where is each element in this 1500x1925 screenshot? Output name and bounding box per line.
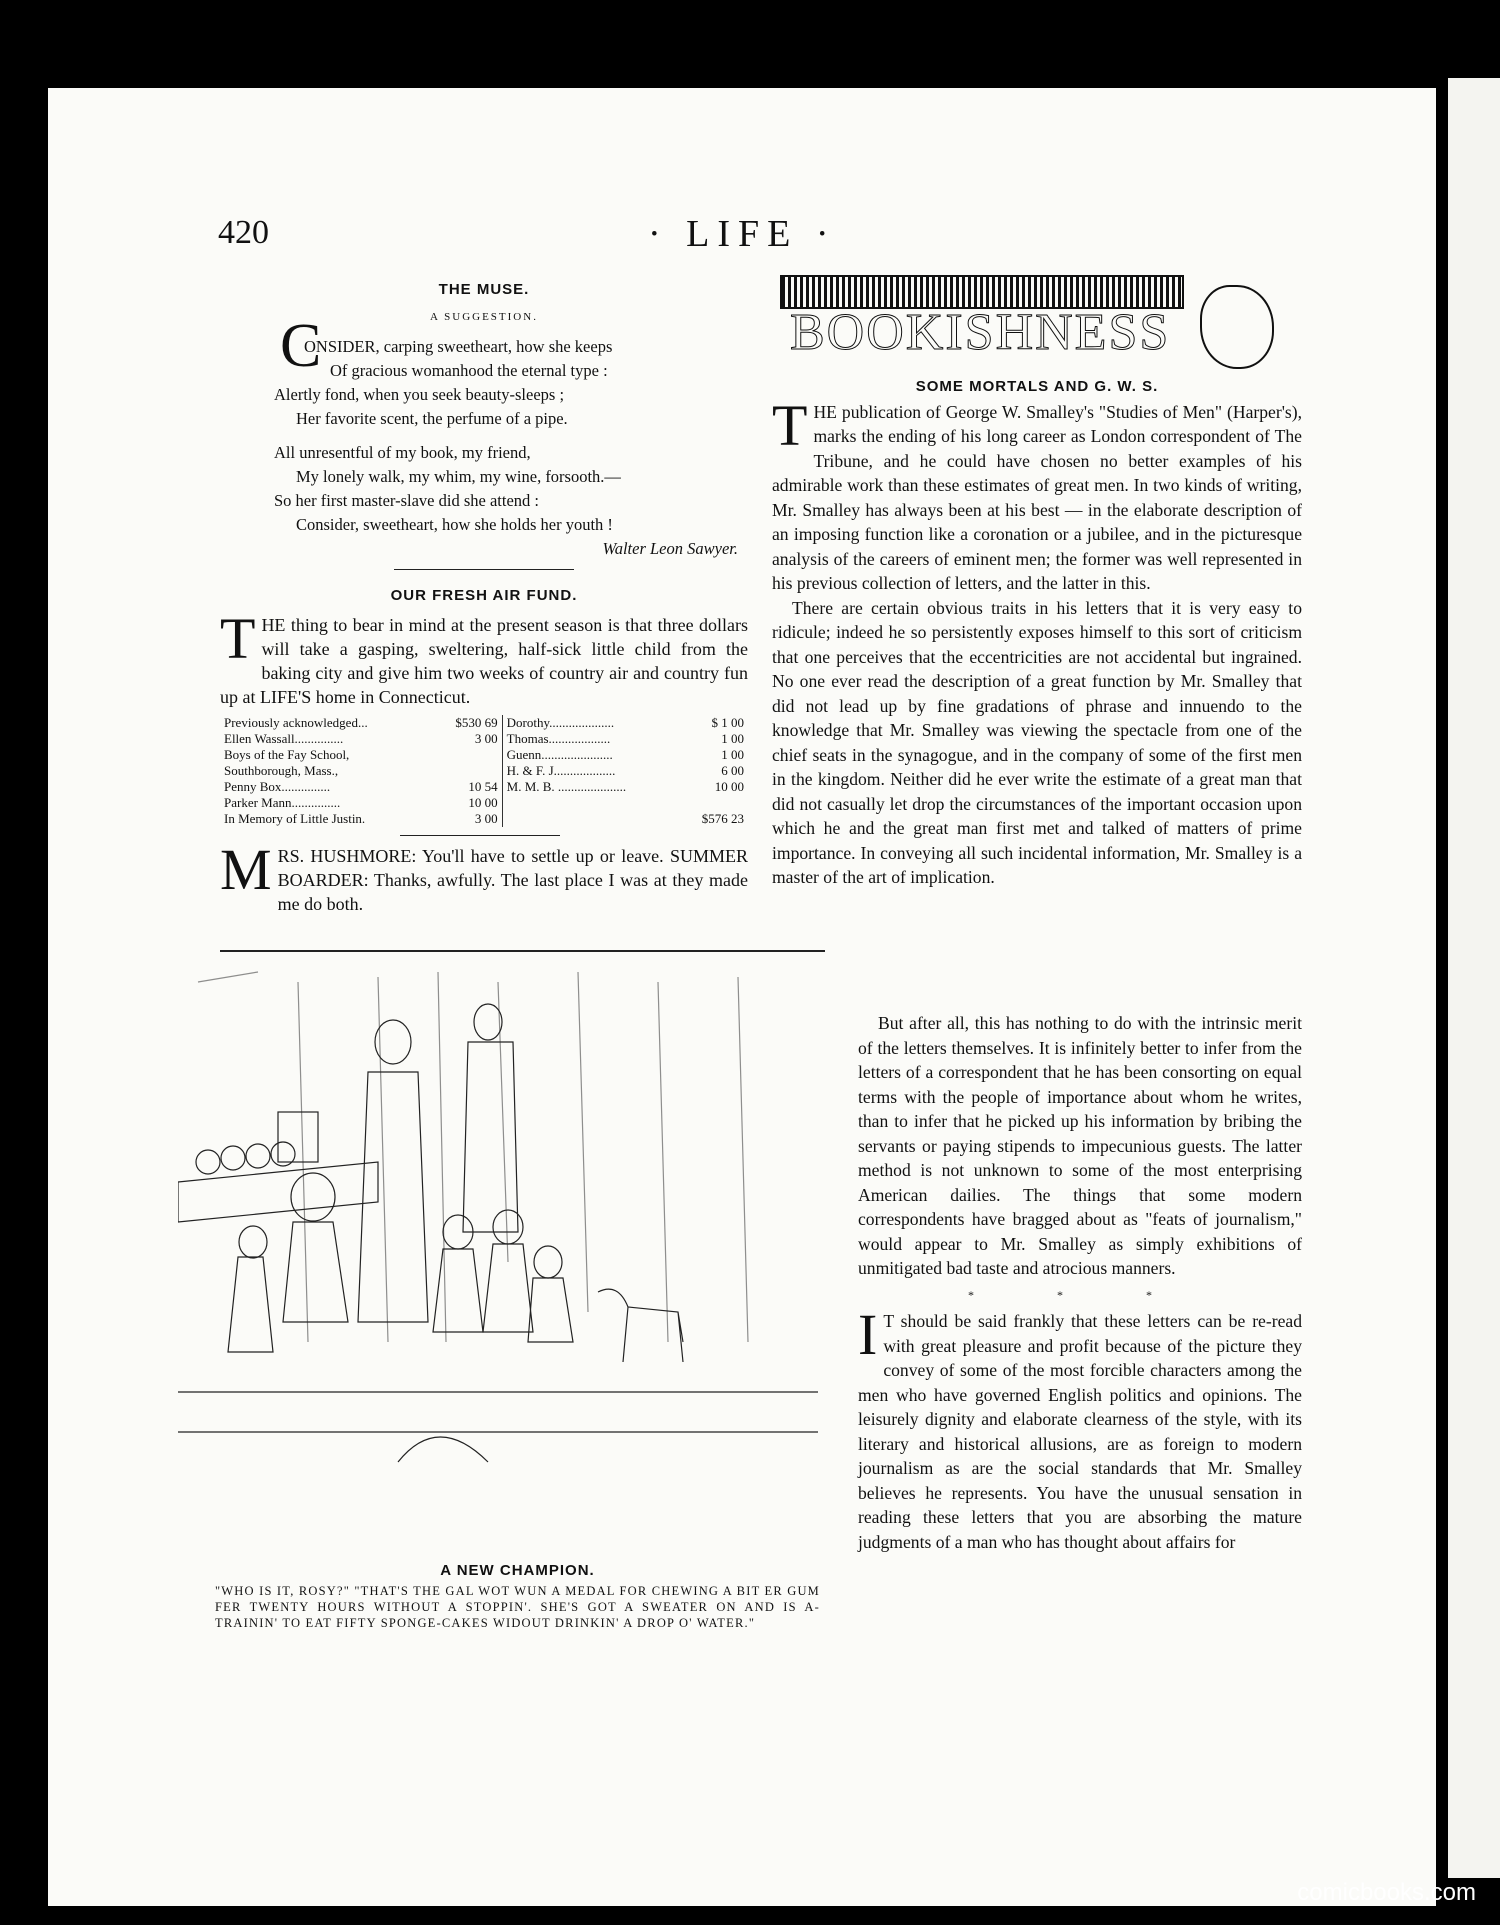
poem-line: Her favorite scent, the perfume of a pipe. [296, 409, 568, 428]
fund-row [220, 731, 748, 747]
poem-line: Of gracious womanhood the eternal type : [330, 361, 608, 380]
review-p2: There are certain obvious traits in his letters that it is very easy to ridicule; indeed he so persistently exposes himself to this sort of criticism that one perceives that the eccentricities are not accidental but ingrained. No one ever read the description of a great function by Mr. Smalley that did not lead up by fine gradations of phrase and innuendo to the knowledge that Mr. Smalley was viewing the spectacle from one of the chief seats in the synagogue, and in the company of some of the first men in the kingdom. Neither did he ever write the estimate of a great man that did not casually let drop the circumstances of the important occasion upon which he and the great man first met and talked of matters of prime importance. In conveying all such incidental information, Mr. Smalley is a master of the art of implication. [772, 597, 1302, 887]
review-paragraph [772, 392, 1302, 596]
dropcap: I [858, 1302, 878, 1367]
fund-cell: $576 23 [701, 810, 744, 826]
review-paragraph [772, 596, 1302, 890]
fund-cell: $ 1 00 [711, 714, 744, 730]
review-p4: T should be said frankly that these letters can be re-read with great pleasure and profit because of the picture they convey of some of the most forcible characters among the men who have governed English politics and opinions. The leisurely dignity and elaborate clearness of the style, with its literary and historical allusions, are as foreign to modern journalism as are the social standards that Mr. Smalley believes he represents. You have the unusual sensation in reading these letters that you are absorbing the mature judgments of a man who has thought about affairs for [858, 1311, 1302, 1552]
dropcap: T [772, 392, 808, 458]
left-column [220, 278, 748, 916]
muse-subtitle: A SUGGESTION. [430, 310, 538, 323]
fund-cell: 1 00 [721, 730, 744, 746]
fund-cell [450, 763, 503, 779]
fund-row [220, 811, 748, 827]
right-column-lower [858, 1011, 1302, 1554]
review-p1: HE publication of George W. Smalley's "Studies of Men" (Harper's), marks the ending of his long career as London correspondent of The Tribune, and he could have chosen no better examples of his admirable work than these estimates of great men. In two kinds of writing, Mr. Smalley has always been at his best — in the elaborate description of an imposing function like a coronation or a jubilee, and in the picturesque analysis of the careers of eminent men; the former was well represented in his previous collection of letters, and the latter in this. [772, 401, 1302, 593]
joke-text: RS. HUSHMORE: You'll have to settle up or leave. SUMMER BOARDER: Thanks, awfully. The last place I was at they made me do both. [277, 845, 748, 914]
divider [400, 835, 560, 836]
poem-line: All unresentful of my book, my friend, [274, 443, 531, 462]
fund-cell: Dorothy.................... [502, 715, 696, 731]
signature: Walter Leon Sawyer. [602, 539, 738, 558]
fund-row [220, 747, 748, 763]
fund-cell: $530 69 [455, 714, 498, 730]
fund-cell [502, 811, 696, 827]
dropcap: T [220, 605, 256, 671]
fund-row [220, 779, 748, 795]
illustration [178, 962, 818, 1542]
bookishness-banner [780, 275, 1280, 375]
section-rule [220, 950, 825, 952]
dropcap: M [220, 836, 272, 902]
section-stars: * * * [968, 1287, 1192, 1302]
review-title: SOME MORTALS AND G. W. S. [915, 378, 1159, 395]
watermark: comicbooks.com [1297, 1879, 1476, 1906]
fund-cell: 1 00 [721, 746, 744, 762]
fund-cell: 3 00 [474, 730, 498, 746]
masthead: · LIFE · [648, 213, 837, 255]
banner-text: BOOKISHNESS [790, 304, 1171, 361]
fund-cell: Parker Mann............... [224, 794, 341, 810]
review-paragraph [858, 1011, 1302, 1281]
fund-cell [450, 747, 503, 763]
fund-cell [502, 795, 696, 811]
divider [394, 569, 574, 570]
fund-text [220, 605, 748, 709]
fund-cell: Penny Box............... [224, 778, 331, 794]
fund-cell [696, 795, 748, 811]
review-p3: But after all, this has nothing to do with the intrinsic merit of the letters themselves. It is infinitely better to infer from the letters of a correspondent that he has been consorting on equal terms with the people of importance about whom he writes, than to infer that he picked up his information by bribing the servants or paying stipends to impecunious guests. The latter method is not unknown to some of the most enterprising American dailies. The things that some modern correspondents have bragged about as "feats of journalism," would appear to Mr. Smalley as simply exhibitions of unmitigated bad taste and atrocious manners. [858, 1013, 1302, 1278]
fund-body: HE thing to bear in mind at the present season is that three dollars will take a gasping, sweltering, half-sick little child from the baking city and give him two weeks of country air and country fun up at LIFE'S home in Connecticut. [220, 614, 748, 707]
fund-cell: H. & F. J................... [502, 763, 696, 779]
fund-cell: Ellen Wassall............... [224, 730, 344, 746]
illustration-caption: "WHO IS IT, ROSY?" "THAT'S THE GAL WOT WUN A MEDAL FOR CHEWING A BIT ER GUM FER TWENTY HOURS WITHOUT A STOPPIN'. SHE'S GOT A SWEATER ON AND IS A-TRAININ' TO EAT FIFTY SPONGE-CAKES WIDOUT DRINKIN' A DROP O' WATER." [215, 1584, 820, 1630]
fund-cell: Previously acknowledged... [224, 714, 368, 730]
review-paragraph [858, 1302, 1302, 1554]
fund-cell: 10 54 [468, 778, 498, 794]
joke [220, 836, 748, 916]
fund-row [220, 795, 748, 811]
fund-cell: 6 00 [721, 762, 744, 778]
next-page-edge [1448, 78, 1500, 1878]
poem-line: ONSIDER, carping sweetheart, how she keeps [304, 337, 613, 356]
fund-cell: 10 00 [714, 778, 744, 794]
illustration-title: A NEW CHAMPION. [440, 1562, 595, 1579]
illustration-caption-block [215, 1562, 820, 1631]
fund-cell: Guenn...................... [502, 747, 696, 763]
fund-row [220, 763, 748, 779]
page-number: 420 [218, 214, 269, 251]
fund-cell: 10 00 [468, 794, 498, 810]
fund-title: OUR FRESH AIR FUND. [390, 587, 578, 604]
fund-row [220, 715, 748, 731]
cherub-icon [1200, 285, 1274, 369]
dropcap: C [280, 312, 322, 380]
fund-cell: Thomas................... [502, 731, 696, 747]
fund-cell: Boys of the Fay School, [224, 746, 350, 762]
fund-cell: In Memory of Little Justin. [224, 810, 366, 826]
right-column [772, 375, 1302, 890]
fund-cell: 3 00 [474, 810, 498, 826]
fund-table [220, 715, 748, 827]
poem-line: My lonely walk, my whim, my wine, forsooth.— [296, 467, 621, 486]
fund-cell: Southborough, Mass., [224, 762, 339, 778]
muse-title: THE MUSE. [438, 281, 530, 298]
poem-line: So her first master-slave did she attend : [274, 491, 539, 510]
fund-cell: M. M. B. ..................... [502, 779, 696, 795]
poem-line: Consider, sweetheart, how she holds her youth ! [296, 515, 613, 534]
poem-line: Alertly fond, when you seek beauty-sleeps ; [274, 385, 565, 404]
